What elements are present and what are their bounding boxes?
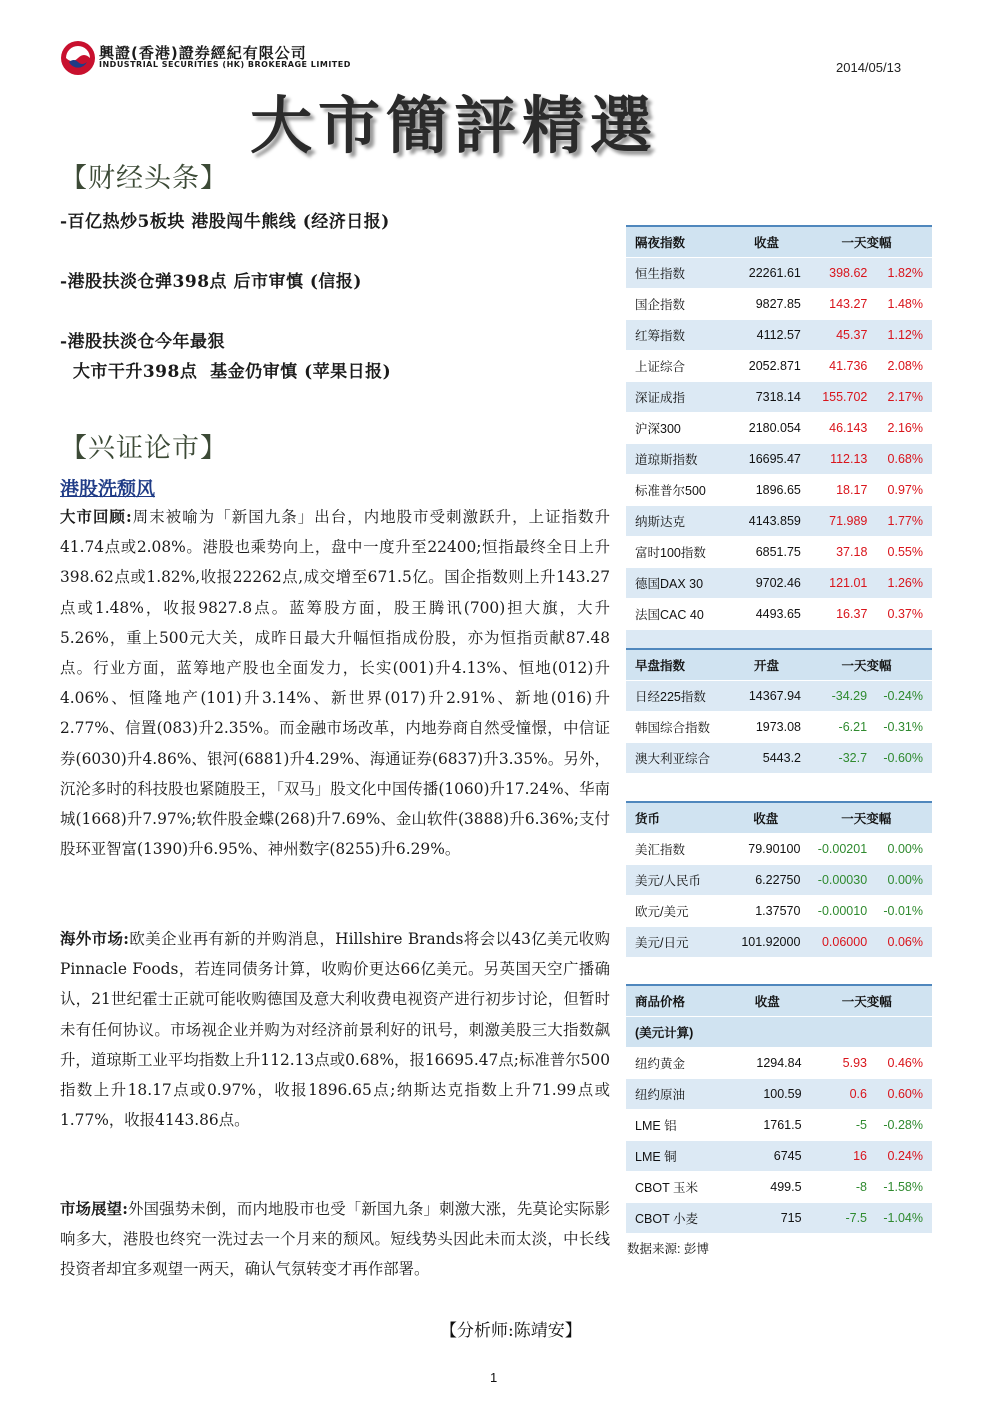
- table-cell: 2.16%: [867, 413, 932, 444]
- table-cell: 2052.871: [732, 351, 801, 382]
- table-cell: 6851.75: [732, 537, 801, 568]
- table-row: [626, 568, 932, 599]
- paragraph-label: 大市回顾:: [60, 508, 132, 526]
- table-row: [626, 1048, 932, 1079]
- table-cell: -0.28%: [867, 1110, 932, 1141]
- header-cell: 一天变幅: [800, 802, 932, 834]
- table-cell: 1294.84: [733, 1048, 802, 1079]
- table-cell: 2.08%: [867, 351, 932, 382]
- morning-index-table: [626, 648, 932, 774]
- table-cell: 0.46%: [867, 1048, 932, 1079]
- table-cell: 155.702: [801, 382, 868, 413]
- table-cell: CBOT 小麦: [626, 1203, 733, 1234]
- table-header: [626, 649, 932, 681]
- table-cell: 71.989: [801, 506, 868, 537]
- table-cell: 美元/人民币: [626, 865, 731, 896]
- table-cell: 4143.859: [732, 506, 801, 537]
- table-cell: 5443.2: [732, 743, 801, 774]
- table-row: [626, 413, 932, 444]
- paragraph-text: 外国强势未倒，而内地股市也受「新国九条」刺激大涨，先莫论实际影响多大，港股也终究一洗过去一个月来的颓风。短线势头因此未而太淡，中长线投资者却宜多观望一两天，确认气氛转变才再作部署。: [60, 1200, 610, 1279]
- table-cell: 0.06000: [800, 927, 867, 958]
- overnight-index-table: [626, 225, 932, 661]
- table-row: [626, 865, 932, 896]
- header-cell: 开盘: [732, 649, 801, 681]
- table-row: [626, 712, 932, 743]
- table-cell: 16: [802, 1141, 867, 1172]
- table-cell: 499.5: [733, 1172, 802, 1203]
- table-cell: 121.01: [801, 568, 868, 599]
- table-cell: -7.5: [802, 1203, 867, 1234]
- table-cell: 1973.08: [732, 712, 801, 743]
- table-row: [626, 1172, 932, 1203]
- table-cell: 16695.47: [732, 444, 801, 475]
- table-header: [626, 802, 932, 834]
- table-cell: 22261.61: [732, 258, 801, 289]
- table-cell: -0.01%: [867, 896, 932, 927]
- table-header: [626, 985, 932, 1017]
- table-row: [626, 681, 932, 712]
- paragraph-text: 欧美企业再有新的并购消息，Hillshire Brands将会以43亿美元收购Pinnacle Foods，若连同债务计算，收购价更达66亿美元。另英国天空广播确认，21世纪霍士正就可能收购德国及意大利收费电视资产进行初步讨论，但暂时未有任何协议。市场视企业并购为对经济前景利好的讯号，刺激美股三大指数飙升，道琼斯工业平均指数上升112.13点或0.68%，报16695.47点;标准普尔500指数上升18.17点或0.97%，收报1896.65点;纳斯达克指数上升71.99点或1.77%，收报4143.86点。: [60, 930, 610, 1130]
- table-cell: 37.18: [801, 537, 868, 568]
- table-cell: 1896.65: [732, 475, 801, 506]
- table-cell: 道琼斯指数: [626, 444, 732, 475]
- table-cell: 0.55%: [867, 537, 932, 568]
- header-cell: 一天变幅: [801, 649, 932, 681]
- header-cell: 货币: [626, 802, 731, 834]
- table-cell: 5.93: [802, 1048, 867, 1079]
- table-cell: LME 铜: [626, 1141, 733, 1172]
- table-cell: 法国CAC 40: [626, 599, 732, 630]
- table-cell: 16.37: [801, 599, 868, 630]
- header-cell: 一天变幅: [801, 226, 932, 258]
- table-cell: 4493.65: [732, 599, 801, 630]
- paragraph-label: 市场展望:: [60, 1200, 128, 1218]
- table-cell: 红筹指数: [626, 320, 732, 351]
- table-cell: 1761.5: [733, 1110, 802, 1141]
- table-cell: 398.62: [801, 258, 868, 289]
- table-cell: LME 铝: [626, 1110, 733, 1141]
- headline-item: -港股扶淡仓弹398点 后市审慎 (信报): [60, 272, 362, 292]
- table-cell: 1.48%: [867, 289, 932, 320]
- table-row: [626, 896, 932, 927]
- table-row: [626, 1141, 932, 1172]
- headline-item: -百亿热炒5板块 港股闯牛熊线 (经济日报): [60, 212, 390, 232]
- commodity-table: [626, 984, 932, 1234]
- header-cell: 隔夜指数: [626, 226, 732, 258]
- table-cell: -6.21: [801, 712, 867, 743]
- table-row: [626, 289, 932, 320]
- table-cell: 纳斯达克: [626, 506, 732, 537]
- article-subtitle[interactable]: 港股洗颓风: [60, 478, 156, 500]
- table-cell: -0.24%: [867, 681, 932, 712]
- table-cell: -1.58%: [867, 1172, 932, 1203]
- table-cell: CBOT 玉米: [626, 1172, 733, 1203]
- table-row: [626, 320, 932, 351]
- table-cell: -0.00030: [800, 865, 867, 896]
- table-row: [626, 834, 932, 865]
- table-cell: 0.37%: [867, 599, 932, 630]
- paragraph-label: 海外市场:: [60, 930, 129, 948]
- table-header: [626, 226, 932, 258]
- section-title-commentary: 【兴证论市】: [60, 433, 228, 464]
- table-cell: 日经225指数: [626, 681, 732, 712]
- table-row: [626, 927, 932, 958]
- table-row: [626, 475, 932, 506]
- table-cell: -0.60%: [867, 743, 932, 774]
- header-cell: 商品价格: [626, 985, 733, 1017]
- table-cell: 1.82%: [867, 258, 932, 289]
- section-title-headlines: 【财经头条】: [60, 163, 228, 194]
- header-cell: 收盘: [732, 226, 801, 258]
- table-cell: 纽约原油: [626, 1079, 733, 1110]
- table-cell: -34.29: [801, 681, 867, 712]
- table-cell: 1.26%: [867, 568, 932, 599]
- table-cell: 2180.054: [732, 413, 801, 444]
- table-cell: 45.37: [801, 320, 868, 351]
- market-outlook-paragraph: [60, 1194, 610, 1285]
- table-cell: 1.77%: [867, 506, 932, 537]
- table-cell: 深证成指: [626, 382, 732, 413]
- table-cell: 美元/日元: [626, 927, 731, 958]
- company-name-en: INDUSTRIAL SECURITIES (HK) BROKERAGE LIMITED: [99, 60, 351, 69]
- table-cell: 0.06%: [867, 927, 932, 958]
- table-cell: 9702.46: [732, 568, 801, 599]
- table-cell: -1.04%: [867, 1203, 932, 1234]
- table-subheader: [626, 1017, 932, 1048]
- table-cell: 143.27: [801, 289, 868, 320]
- headline-item: 大市干升398点 基金仍审慎 (苹果日报): [60, 362, 392, 382]
- table-cell: 0.6: [802, 1079, 867, 1110]
- page-banner: 大市簡評精選: [250, 89, 659, 162]
- company-name-cn: 興證(香港)證券經紀有限公司: [99, 44, 307, 62]
- company-logo: [60, 40, 96, 76]
- table-cell: 6.22750: [731, 865, 800, 896]
- table-row: [626, 743, 932, 774]
- table-row: [626, 258, 932, 289]
- table-cell: 欧元/美元: [626, 896, 731, 927]
- table-cell: 101.92000: [731, 927, 800, 958]
- header-cell: 早盘指数: [626, 649, 732, 681]
- table-cell: 0.97%: [867, 475, 932, 506]
- table-cell: -0.00010: [800, 896, 867, 927]
- table-cell: 41.736: [801, 351, 868, 382]
- table-cell: 国企指数: [626, 289, 732, 320]
- header-cell: 收盘: [731, 802, 800, 834]
- table-cell: 恒生指数: [626, 258, 732, 289]
- table-cell: 澳大利亚综合: [626, 743, 732, 774]
- table-cell: -32.7: [801, 743, 867, 774]
- table-cell: 14367.94: [732, 681, 801, 712]
- table-cell: 0.68%: [867, 444, 932, 475]
- table-cell: 6745: [733, 1141, 802, 1172]
- table-cell: 韩国综合指数: [626, 712, 732, 743]
- table-row: [626, 537, 932, 568]
- table-cell: 1.37570: [731, 896, 800, 927]
- table-cell: 9827.85: [732, 289, 801, 320]
- table-row: [626, 444, 932, 475]
- table-cell: 上证综合: [626, 351, 732, 382]
- table-cell: 美汇指数: [626, 834, 731, 865]
- table-cell: 18.17: [801, 475, 868, 506]
- table-row: [626, 506, 932, 537]
- table-row: [626, 382, 932, 413]
- report-date: 2014/05/13: [836, 60, 902, 75]
- data-source-note: 数据来源: 彭博: [627, 1242, 709, 1256]
- table-cell: 沪深300: [626, 413, 732, 444]
- header-cell: (美元计算): [626, 1017, 733, 1048]
- analyst-credit: 【分析师:陈靖安】: [440, 1321, 582, 1341]
- table-cell: 富时100指数: [626, 537, 732, 568]
- table-cell: 纽约黄金: [626, 1048, 733, 1079]
- table-row: [626, 1079, 932, 1110]
- table-row: [626, 1110, 932, 1141]
- header-cell: 收盘: [733, 985, 802, 1017]
- paragraph-text: 周末被喻为「新国九条」出台，内地股市受刺激跃升，上证指数升41.74点或2.08%。港股也乘势向上，盘中一度升至22400;恒指最终全日上升398.62点或1.82%,收报22262点,成交增至671.5亿。国企指数则上升143.27点或1.48%，收报9827.8点。蓝筹股方面，股王腾讯(700)担大旗，大升5.26%，重上500元大关，成昨日最大升幅恒指成份股，亦为恒指贡献87.48点。行业方面，蓝筹地产股也全面发力，长实(001)升4.13%、恒地(012)升4.06%、恒隆地产(101)升3.14%、新世界(017)升2.91%、新地(016)升2.77%、信置(083)升2.35%。而金融市场改革，内地券商自然受憧憬，中信证券(6030)升4.86%、银河(6881)升4.29%、海通证券(6837)升3.35%。另外，沉沦多时的科技股也紧随股王，「双马」股文化中国传播(1060)升17.24%、华南城(1668)升7.97%;软件股金蝶(268)升7.69%、金山软件(3888)升6.36%;支付股环亚智富(1390)升6.95%、神州数字(8255)升6.29%。: [60, 508, 610, 859]
- market-review-paragraph: [60, 502, 610, 864]
- table-row: [626, 351, 932, 382]
- table-cell: 1.12%: [867, 320, 932, 351]
- table-cell: -0.31%: [867, 712, 932, 743]
- table-cell: 2.17%: [867, 382, 932, 413]
- table-cell: 0.00%: [867, 834, 932, 865]
- table-cell: 79.90100: [731, 834, 800, 865]
- table-cell: 715: [733, 1203, 802, 1234]
- overseas-market-paragraph: [60, 924, 610, 1135]
- table-cell: -8: [802, 1172, 867, 1203]
- table-cell: 德国DAX 30: [626, 568, 732, 599]
- page-number: 1: [490, 1370, 498, 1385]
- table-cell: 100.59: [733, 1079, 802, 1110]
- table-cell: -0.00201: [800, 834, 867, 865]
- currency-table: [626, 801, 932, 958]
- table-cell: 112.13: [801, 444, 868, 475]
- headline-item: -港股扶淡仓今年最狠: [60, 332, 226, 352]
- table-cell: 0.00%: [867, 865, 932, 896]
- table-cell: -5: [802, 1110, 867, 1141]
- table-cell: 标准普尔500: [626, 475, 732, 506]
- header-cell: 一天变幅: [802, 985, 932, 1017]
- table-cell: 0.60%: [867, 1079, 932, 1110]
- table-cell: 0.24%: [867, 1141, 932, 1172]
- table-cell: 46.143: [801, 413, 868, 444]
- table-cell: 7318.14: [732, 382, 801, 413]
- table-row: [626, 1203, 932, 1234]
- table-cell: 4112.57: [732, 320, 801, 351]
- table-row: [626, 599, 932, 630]
